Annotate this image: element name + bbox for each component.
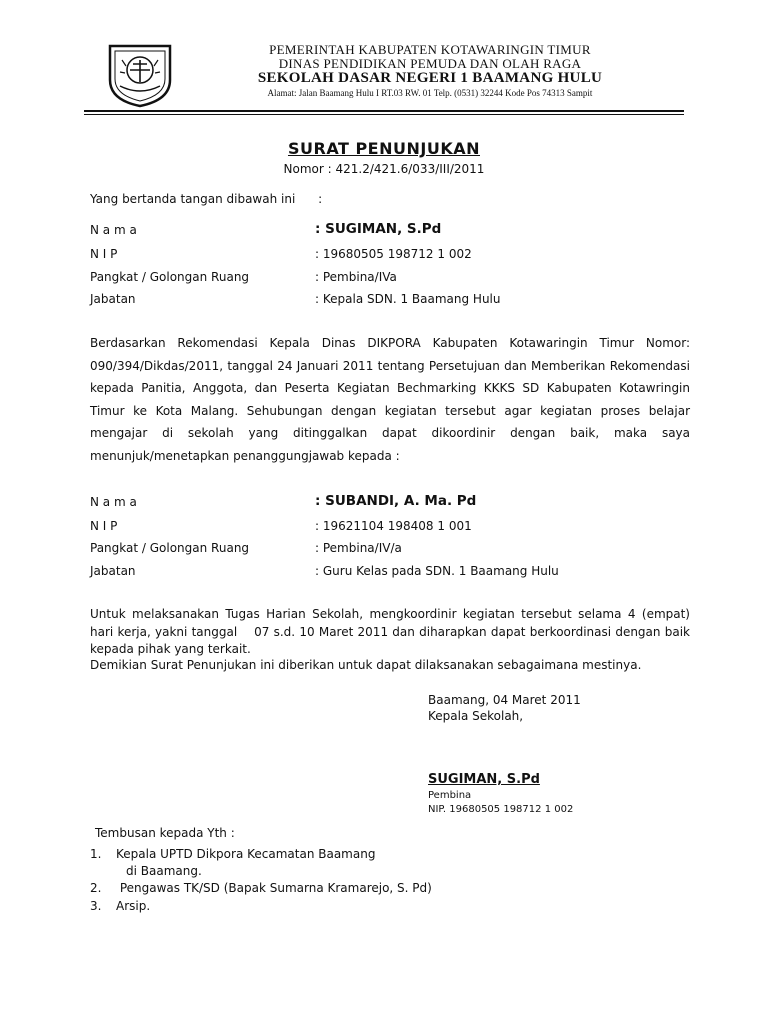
signature-position: Kepala Sekolah, — [428, 709, 524, 723]
signer-jabatan-row — [90, 292, 710, 310]
appointee-name-value: : SUBANDI, A. Ma. Pd — [315, 493, 477, 509]
tembusan-item-number: 1. — [90, 847, 102, 861]
tembusan-item-number: 2. — [90, 881, 102, 895]
tembusan-item-text: Pengawas TK/SD (Bapak Sumarna Kramarejo, S. Pd) — [116, 881, 432, 895]
tembusan-item-text: Kepala UPTD Dikpora Kecamatan Baamang — [116, 847, 376, 861]
appointee-jabatan-value: : Guru Kelas pada SDN. 1 Baamang Hulu — [315, 564, 559, 578]
tembusan-heading: Tembusan kepada Yth : — [95, 826, 235, 840]
intro-text: Yang bertanda tangan dibawah ini : — [90, 192, 323, 206]
closing-sentence: Demikian Surat Penunjukan ini diberikan untuk dapat dilaksanakan sebagaimana mestinya. — [90, 658, 642, 672]
tembusan-item-text-cont: di Baamang. — [126, 864, 202, 878]
appointee-jabatan-label: Jabatan — [90, 564, 136, 578]
letter-title: SURAT PENUNJUKAN — [287, 139, 480, 158]
signer-jabatan-value: : Kepala SDN. 1 Baamang Hulu — [315, 292, 501, 306]
appointee-pangkat-label: Pangkat / Golongan Ruang — [90, 541, 250, 555]
signer-pangkat-label: Pangkat / Golongan Ruang — [90, 270, 250, 284]
signer-name-label: N a m a — [90, 223, 137, 237]
appointee-name-label: N a m a — [90, 495, 137, 509]
appointee-jabatan-row — [90, 564, 710, 582]
regency-emblem-logo — [106, 40, 174, 108]
tembusan-item-text: Arsip. — [116, 899, 151, 913]
body-paragraph-2: Untuk melaksanakan Tugas Harian Sekolah, mengkoordinir kegiatan tersebut selama 4 (empat) hari kerja, yakni tanggal 07 s.d. 10 Maret 2011 dan diharapkan dapat berkoordinasi dengan baik kepada pihak yang terkait. — [90, 607, 694, 656]
tembusan-item-number: 3. — [90, 899, 102, 913]
appointee-name-row — [90, 495, 710, 513]
signer-name-row — [90, 223, 710, 241]
letter-number: Nomor : 421.2/421.6/033/III/2011 — [283, 162, 485, 176]
appointee-nip-value: : 19621104 198408 1 001 — [315, 519, 472, 533]
signer-name-value: : SUGIMAN, S.Pd — [315, 221, 442, 237]
signature-rank: Pembina — [428, 790, 472, 801]
appointee-pangkat-row — [90, 541, 710, 559]
kop-school-name: SEKOLAH DASAR NEGERI 1 BAAMANG HULU — [257, 70, 603, 86]
letterhead-rule-thin — [84, 114, 684, 115]
signer-nip-label: N I P — [90, 247, 118, 261]
signer-nip-value: : 19680505 198712 1 002 — [315, 247, 472, 261]
appointee-nip-label: N I P — [90, 519, 118, 533]
signature-place-date: Baamang, 04 Maret 2011 — [428, 693, 581, 707]
signer-nip-row — [90, 247, 710, 265]
kop-government: PEMERINTAH KABUPATEN KOTAWARINGIN TIMUR — [269, 42, 591, 57]
appointee-pangkat-value: : Pembina/IV/a — [315, 541, 402, 555]
body-paragraph-1: Berdasarkan Rekomendasi Kepala Dinas DIKPORA Kabupaten Kotawaringin Timur Nomor: 090/394/Dikdas/2011, tanggal 24 Januari 2011 tentang Persetujuan dan Memberikan Rekomendasi kepada Panitia, Anggota, dan Peserta Kegiatan Bechmarking KKKS SD Kabupaten Kotawringin Timur ke Kota Malang. Sehubungan dengan kegiatan tersebut agar kegiatan proses belajar mengajar di sekolah yang ditinggalkan dapat dikoordinir dengan baik, maka saya menunjuk/menetapkan penanggungjawab kepada : — [90, 336, 690, 463]
kop-department: DINAS PENDIDIKAN PEMUDA DAN OLAH RAGA — [278, 56, 582, 71]
signer-pangkat-row — [90, 270, 710, 288]
signature-name: SUGIMAN, S.Pd — [428, 772, 540, 787]
signature-nip: NIP. 19680505 198712 1 002 — [428, 804, 574, 815]
signer-jabatan-label: Jabatan — [90, 292, 136, 306]
appointee-nip-row — [90, 519, 710, 537]
signer-pangkat-value: : Pembina/IVa — [315, 270, 397, 284]
kop-address: Alamat: Jalan Baamang Hulu I RT.03 RW. 01 Telp. (0531) 32244 Kode Pos 74313 Sampit — [267, 88, 593, 98]
letterhead-rule-thick — [84, 110, 684, 112]
